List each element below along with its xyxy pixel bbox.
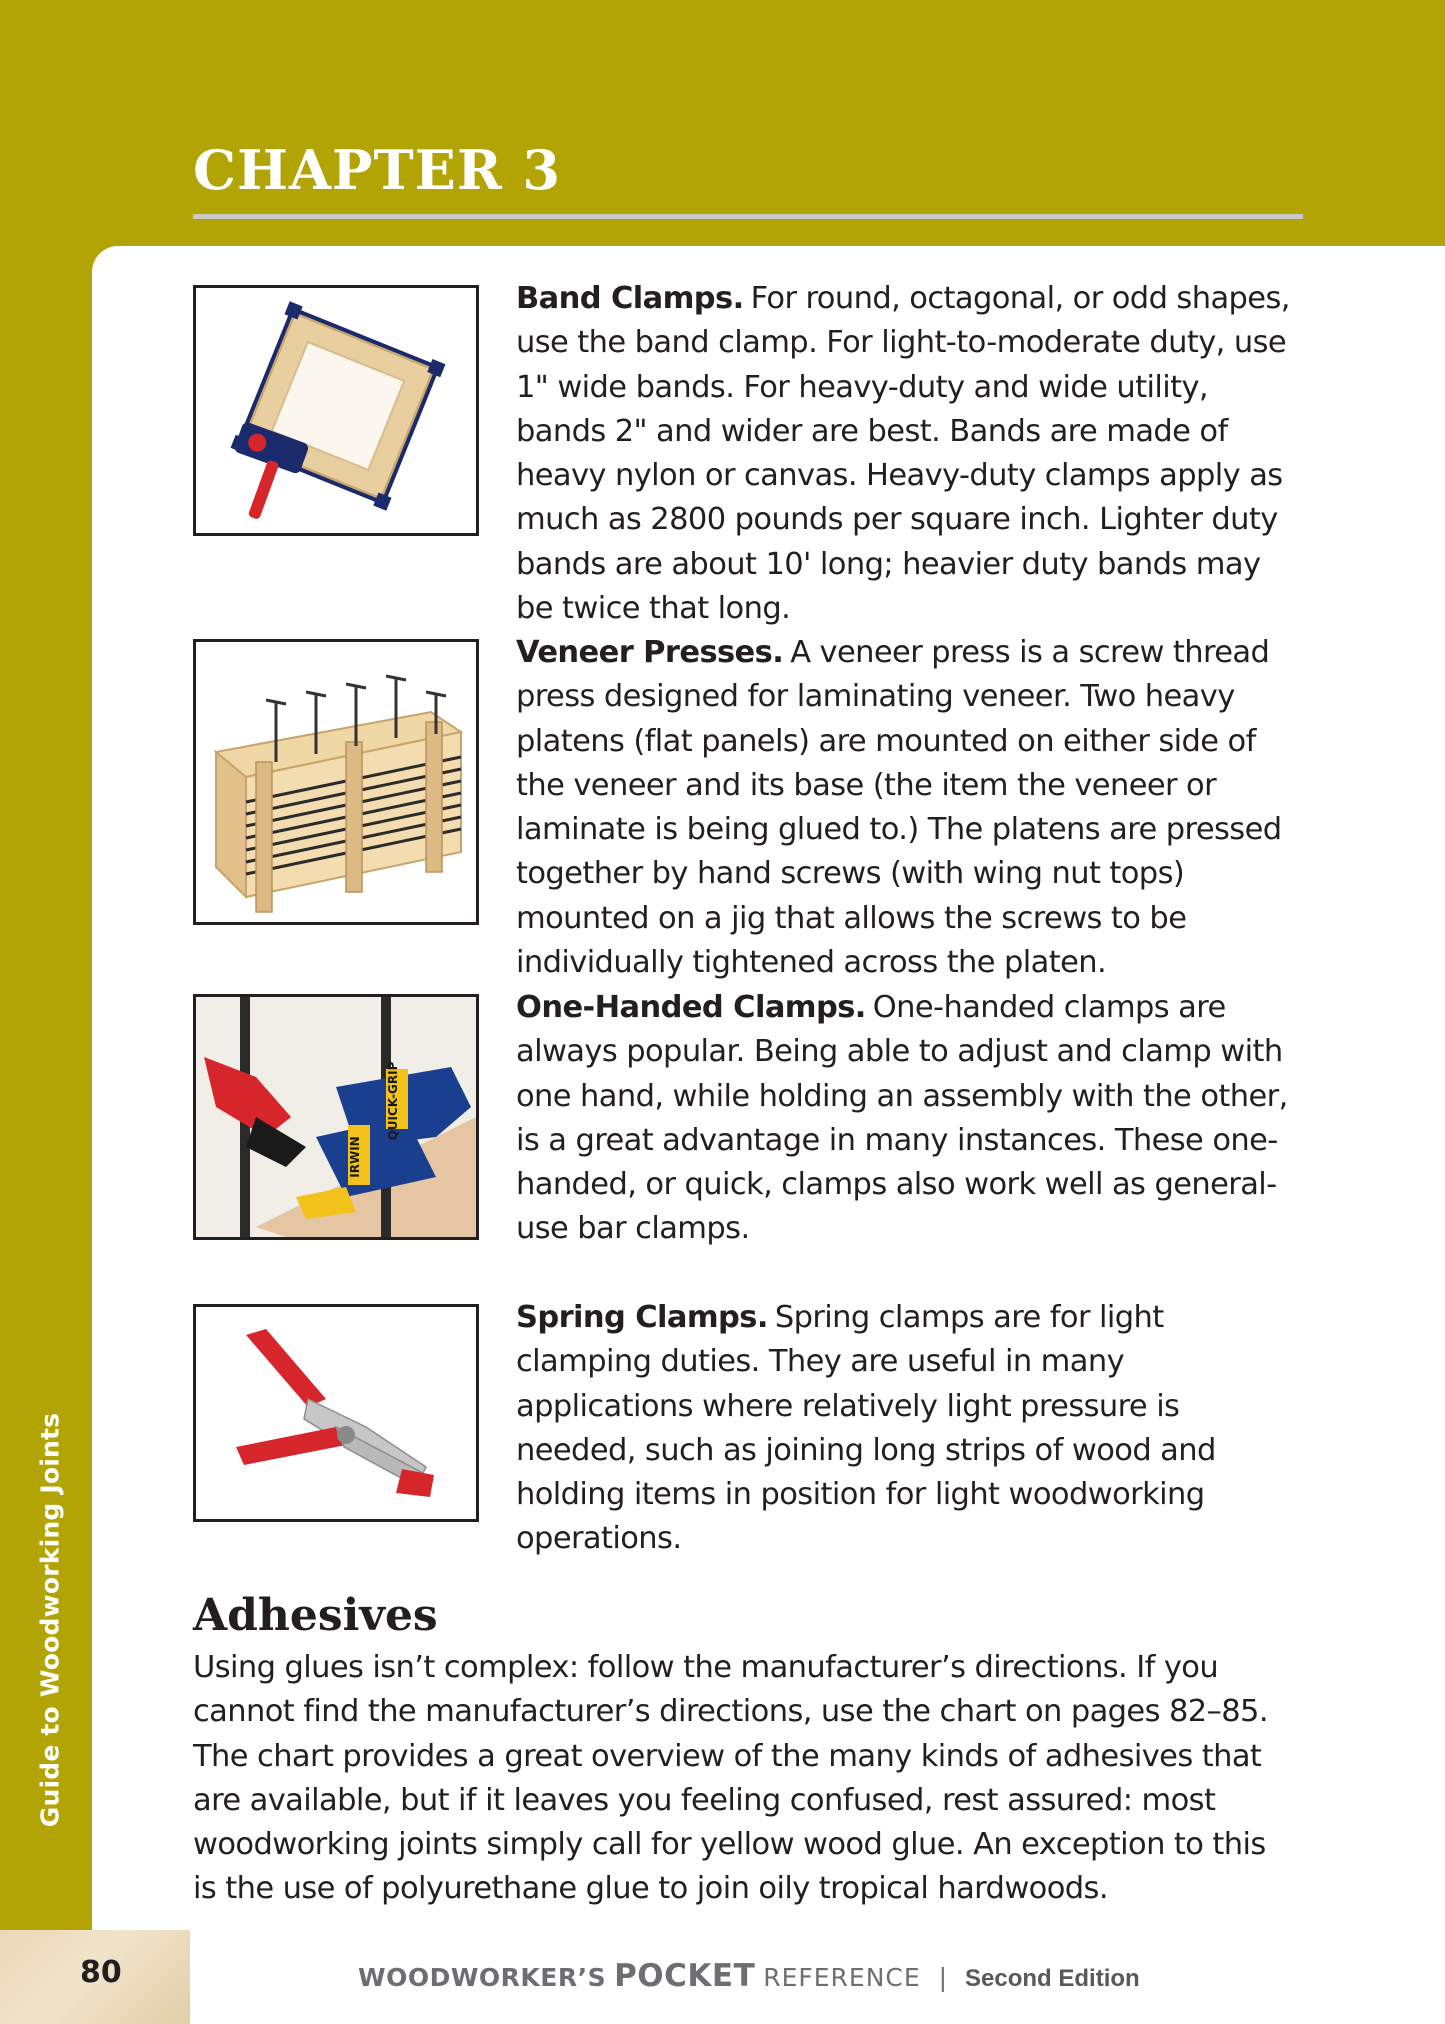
- header-bar: [0, 0, 1445, 250]
- footer-title-part3: REFERENCE: [763, 1963, 921, 1992]
- spring-clamps-body: Spring clamps are for light clamping duties. They are useful in many applications where relatively light pressure is needed, such as joining long strips of wood and holding items in position for light woodworking operations.: [516, 1300, 1216, 1557]
- footer-title-part1: WOODWORKER’S: [358, 1963, 607, 1992]
- clamp-product-label: QUICK-GRIP: [386, 1061, 400, 1141]
- clamp-brand-label: IRWIN: [348, 1136, 362, 1178]
- veneer-press-photo: [193, 639, 479, 925]
- one-handed-clamps-photo: [193, 994, 479, 1240]
- veneer-presses-body: A veneer press is a screw thread press designed for laminating veneer. Two heavy platens (flat panels) are mounted on either side of the veneer and its base (the item the veneer or laminate is being glued to.) The platens are pressed together by hand screws (with wing nut tops) mounted on a jig that allows the screws to be individually tightened across the platen.: [516, 635, 1282, 981]
- chapter-divider: [193, 214, 1303, 219]
- spring-clamp-photo: [193, 1304, 479, 1522]
- band-clamps-body: For round, octagonal, or odd shapes, use the band clamp. For light-to-moderate duty, use 1" wide bands. For heavy-duty and wide utility, bands 2" and wider are best. Bands are made of heavy nylon or canvas. Heavy-duty clamps apply as much as 2800 pounds per square inch. Lighter duty bands are about 10' long; heavier duty bands may be twice that long.: [516, 281, 1290, 627]
- band-clamps-title: Band Clamps.: [516, 281, 744, 316]
- adhesives-heading: Adhesives: [193, 1590, 438, 1641]
- footer-title-part2: POCKET: [614, 1958, 756, 1994]
- one-handed-clamps-body: One-handed clamps are always popular. Being able to adjust and clamp with one hand, while holding an assembly with the other, is a great advantage in many instances. These one-handed, or quick, clamps also work well as general-use bar clamps.: [516, 990, 1288, 1247]
- one-handed-clamps-illustration: [196, 997, 476, 1237]
- one-handed-clamps-title: One-Handed Clamps.: [516, 990, 866, 1025]
- veneer-presses-title: Veneer Presses.: [516, 635, 784, 670]
- band-clamp-photo: [193, 285, 479, 536]
- footer-edition: Second Edition: [965, 1965, 1140, 1992]
- spring-clamps-title: Spring Clamps.: [516, 1300, 768, 1335]
- footer-divider: |: [938, 1963, 948, 1992]
- band-clamp-illustration: [196, 288, 476, 533]
- sidebar-section-label: Guide to Woodworking Joints: [35, 1412, 65, 1828]
- adhesives-body: Using glues isn’t complex: follow the manufacturer’s directions. If you cannot find the manufacturer’s directions, use the chart on pages 82–85. The chart provides a great overview of the many kinds of adhesives that are available, but if it leaves you feeling confused, rest assured: most woodworking joints simply call for yellow wood glue. An exception to this is the use of polyurethane glue to join oily tropical hardwoods.: [193, 1650, 1268, 1907]
- veneer-press-illustration: [196, 642, 476, 922]
- one-handed-clamps-text: [516, 986, 1306, 1252]
- spring-clamps-text: [516, 1296, 1306, 1562]
- band-clamps-text: [516, 277, 1306, 631]
- chapter-title: CHAPTER 3: [193, 138, 562, 202]
- running-footer: [358, 1958, 1140, 1994]
- page-number: 80: [80, 1955, 122, 1990]
- spring-clamp-illustration: [196, 1307, 476, 1519]
- veneer-presses-text: [516, 631, 1306, 985]
